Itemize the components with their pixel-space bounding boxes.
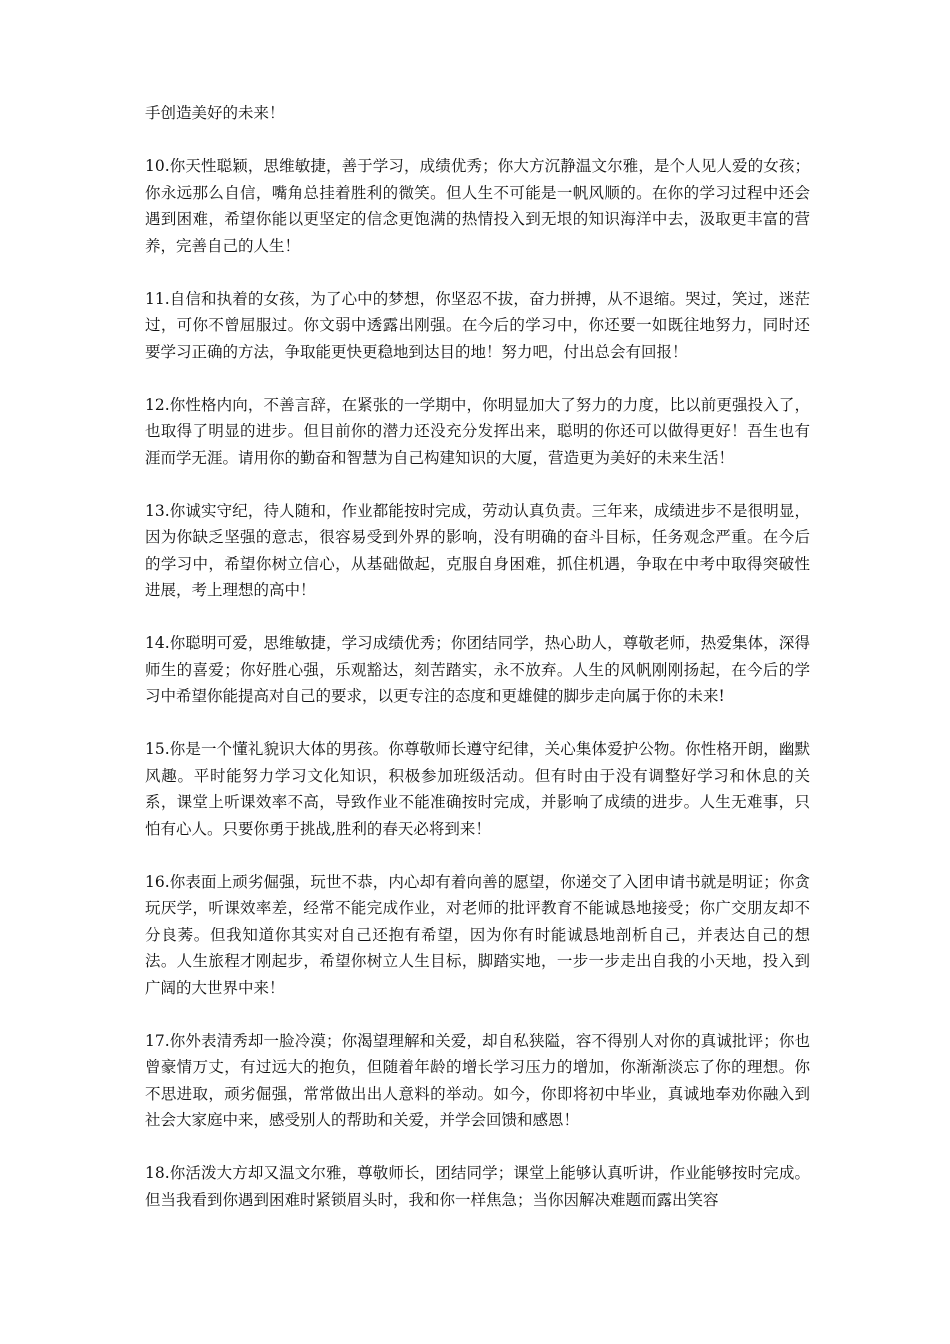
paragraph-comment-14: 14.你聪明可爱，思维敏捷，学习成绩优秀；你团结同学，热心助人，尊敬老师，热爱集体，深得师生的喜爱；你好胜心强，乐观豁达，刻苦踏实，永不放弃。人生的风帆刚刚扬起，在今后的学习中希望你能提高对自己的要求，以更专注的态度和更雄健的脚步走向属于你的未来!: [145, 634, 810, 705]
document-body: [145, 100, 810, 1240]
paragraph-comment-10: 10.你天性聪颖，思维敏捷，善于学习，成绩优秀；你大方沉静温文尔雅，是个人见人爱的女孩；你永远那么自信，嘴角总挂着胜利的微笑。但人生不可能是一帆风顺的。在你的学习过程中还会遇到困难，希望你能以更坚定的信念更饱满的热情投入到无垠的知识海洋中去，汲取更丰富的营养，完善自己的人生！: [145, 157, 810, 255]
paragraph-comment-13: 13.你诚实守纪，待人随和，作业都能按时完成，劳动认真负责。三年来，成绩进步不是很明显，因为你缺乏坚强的意志，很容易受到外界的影响，没有明确的奋斗目标，任务观念严重。在今后的学习中，希望你树立信心，从基础做起，克服自身困难，抓住机遇，争取在中考中取得突破性进展，考上理想的高中！: [145, 501, 810, 599]
paragraph-comment-16: 16.你表面上顽劣倔强，玩世不恭，内心却有着向善的愿望，你递交了入团申请书就是明证；你贪玩厌学，听课效率差，经常不能完成作业，对老师的批评教育不能诚恳地接受；你广交朋友却不分良莠。但我知道你其实对自己还抱有希望，因为你有时能诚恳地剖析自己，并表达自己的想法。人生旅程才刚起步，希望你树立人生目标，脚踏实地，一步一步走出自我的小天地，投入到广阔的大世界中来！: [145, 872, 810, 997]
paragraph-comment-17: 17.你外表清秀却一脸冷漠；你渴望理解和关爱，却自私狭隘，容不得别人对你的真诚批评；你也曾豪情万丈，有过远大的抱负，但随着年龄的增长学习压力的增加，你渐渐淡忘了你的理想。你不思进取，顽劣倔强，常常做出出人意料的举动。如今，你即将初中毕业，真诚地奉劝你融入到社会大家庭中来，感受别人的帮助和关爱，并学会回馈和感恩！: [145, 1031, 810, 1129]
paragraph-comment-18: 18.你活泼大方却又温文尔雅，尊敬师长，团结同学；课堂上能够认真听讲，作业能够按时完成。但当我看到你遇到困难时紧锁眉头时，我和你一样焦急；当你因解决难题而露出笑容: [145, 1164, 810, 1209]
paragraph: 手创造美好的未来！: [145, 104, 285, 122]
paragraph-comment-12: 12.你性格内向，不善言辞，在紧张的一学期中，你明显加大了努力的力度，比以前更强投入了，也取得了明显的进步。但目前你的潜力还没充分发挥出来，聪明的你还可以做得更好！吾生也有涯而学无涯。请用你的勤奋和智慧为自己构建知识的大厦，营造更为美好的未来生活！: [145, 395, 810, 467]
paragraph-comment-11: 11.自信和执着的女孩，为了心中的梦想，你坚忍不拔，奋力拼搏，从不退缩。哭过，笑过，迷茫过，可你不曾屈服过。你文弱中透露出刚强。在今后的学习中，你还要一如既往地努力，同时还要学习正确的方法，争取能更快更稳地到达目的地！努力吧，付出总会有回报！: [145, 289, 810, 361]
paragraph-comment-15: 15.你是一个懂礼貌识大体的男孩。你尊敬师长遵守纪律，关心集体爱护公物。你性格开朗，幽默风趣。平时能努力学习文化知识，积极参加班级活动。但有时由于没有调整好学习和休息的关系，课堂上听课效率不高，导致作业不能准确按时完成，并影响了成绩的进步。人生无难事，只怕有心人。只要你勇于挑战,胜利的春天必将到来！: [145, 740, 810, 838]
